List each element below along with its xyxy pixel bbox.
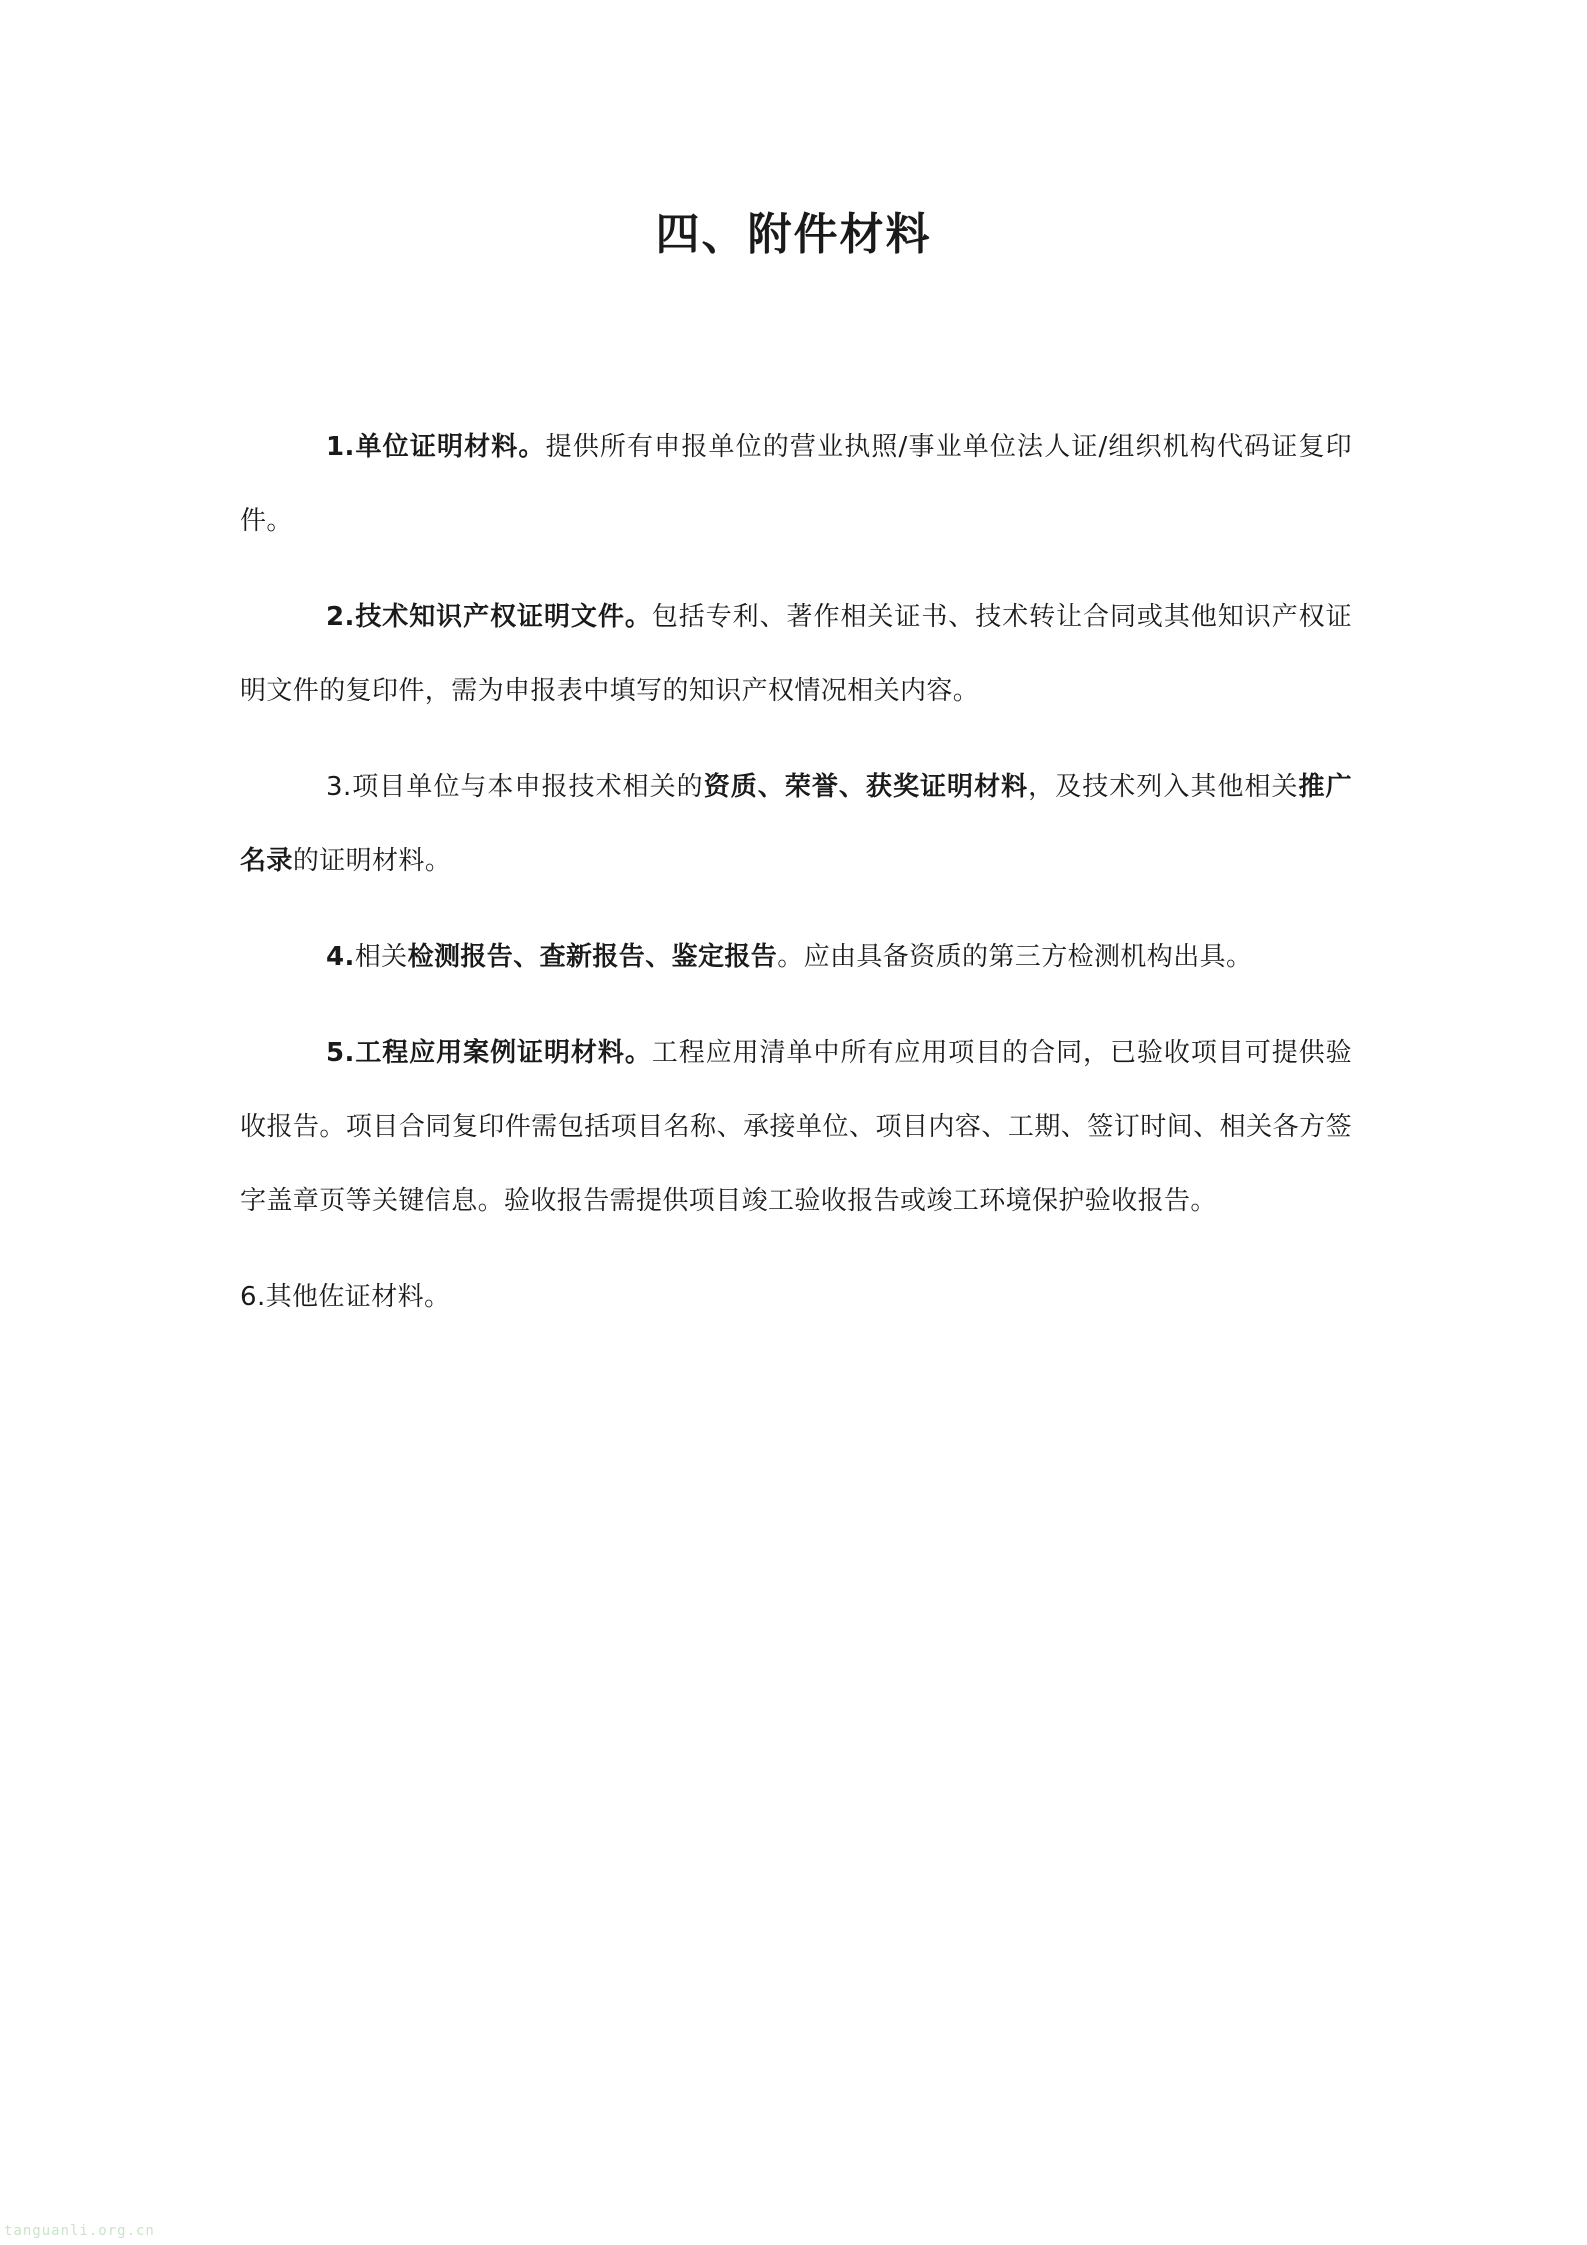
- paragraph-ip-documents: [240, 580, 1352, 728]
- page-title: 四、附件材料: [655, 209, 932, 260]
- paragraph-heading: 5.工程应用案例证明材料。: [326, 1038, 652, 1068]
- paragraph-text: 3.项目单位与本申报技术相关的: [326, 772, 704, 802]
- paragraph-emphasis: 推广名录: [240, 772, 1352, 876]
- paragraph-text: 工程应用清单中所有应用项目的合同，已验收项目可提供验收报告。项目合同复印件需包括项目名称、承接单位、项目内容、工期、签订时间、相关各方签字盖章页等关键信息。验收报告需提供项目竣工验收报告或竣工环境保护验收报告。: [240, 1038, 1352, 1216]
- paragraph-number: 4.: [326, 942, 355, 972]
- paragraph-text: 6.其他佐证材料。: [240, 1282, 451, 1312]
- paragraph-unit-certificate: [240, 410, 1352, 558]
- paragraph-text: 的证明材料。: [292, 846, 452, 876]
- paragraph-text: 包括专利、著作相关证书、技术转让合同或其他知识产权证明文件的复印件，需为申报表中填写的知识产权情况相关内容。: [240, 602, 1352, 706]
- paragraph-text: ，及技术列入其他相关: [1028, 772, 1299, 802]
- paragraph-heading: 1.单位证明材料。: [326, 432, 546, 462]
- paragraph-text: 提供所有申报单位的营业执照/事业单位法人证/组织机构代码证复印件。: [240, 432, 1352, 536]
- paragraph-case-proof: [240, 1016, 1352, 1238]
- watermark-text: tanguanli.org.cn: [4, 2223, 155, 2239]
- paragraph-text: 。应由具备资质的第三方检测机构出具。: [777, 942, 1253, 972]
- paragraph-test-reports: [240, 920, 1352, 994]
- paragraph-qualifications: [240, 750, 1352, 898]
- paragraph-other-materials: [240, 1260, 1352, 1334]
- paragraph-text: 相关: [354, 942, 408, 972]
- paragraph-emphasis: 资质、荣誉、获奖证明材料: [703, 772, 1029, 802]
- paragraph-emphasis: 检测报告、查新报告、鉴定报告: [407, 942, 778, 972]
- paragraph-heading: 2.技术知识产权证明文件。: [326, 602, 652, 632]
- document-body: [240, 410, 1352, 1356]
